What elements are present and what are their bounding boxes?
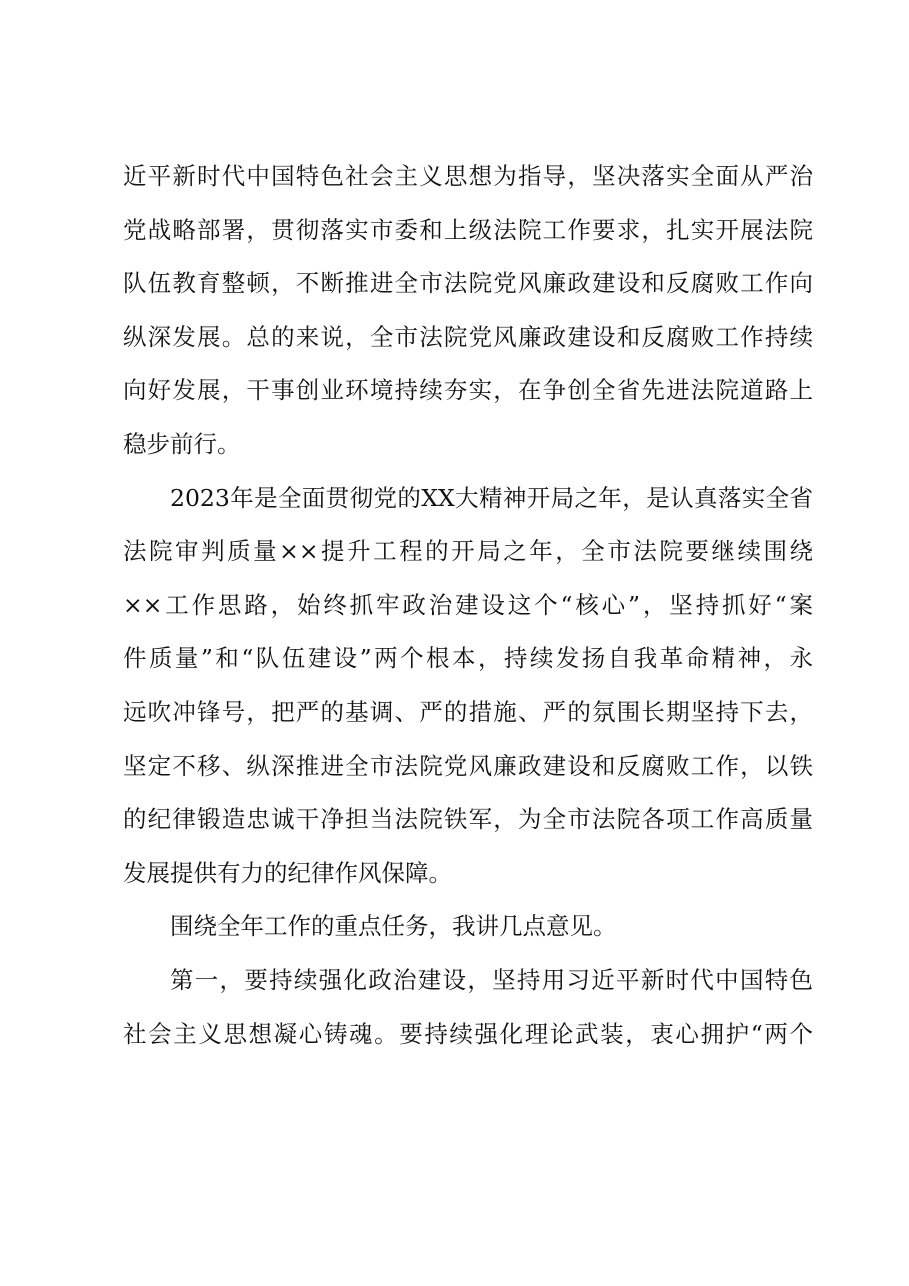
paragraph-line: 近平新时代中国特色社会主义思想为指导，坚决落实全面从严治 — [123, 162, 813, 190]
paragraph-first-line: 第一，要持续强化政治建设，坚持用习近平新时代中国特色 — [170, 965, 813, 994]
paragraph-line: 向好发展，干事创业环境持续夯实，在争创全省先进法院道路上 — [123, 376, 813, 405]
paragraph-line: 社会主义思想凝心铸魂。要持续强化理论武装，衷心拥护“两个 — [123, 1019, 813, 1048]
paragraph-line: 队伍教育整顿，不断推进全市法院党风廉政建设和反腐败工作向 — [123, 269, 813, 298]
paragraph-line: 坚定不移、纵深推进全市法院党风廉政建设和反腐败工作，以铁 — [123, 751, 813, 780]
paragraph-line: 远吹冲锋号，把严的基调、严的措施、严的氛围长期坚持下去， — [123, 697, 813, 726]
paragraph-line: 党战略部署，贯彻落实市委和上级法院工作要求，扎实开展法院 — [123, 215, 813, 244]
paragraph-first-line: 2023年是全面贯彻党的XX大精神开局之年，是认真落实全省 — [170, 483, 813, 512]
paragraph-line: ××工作思路，始终抓牢政治建设这个“核心”，坚持抓好“案 — [123, 590, 814, 619]
paragraph-line: 发展提供有力的纪律作风保障。 — [123, 858, 452, 887]
paragraph-first-line: 围绕全年工作的重点任务，我讲几点意见。 — [170, 912, 617, 941]
paragraph-line: 件质量”和“队伍建设”两个根本，持续发扬自我革命精神，永 — [123, 644, 813, 673]
document-body — [123, 150, 813, 1061]
paragraph-line: 法院审判质量××提升工程的开局之年，全市法院要继续围绕 — [123, 537, 813, 566]
paragraph-line: 稳步前行。 — [123, 429, 241, 458]
paragraph-line: 的纪律锻造忠诚干净担当法院铁军，为全市法院各项工作高质量 — [123, 805, 813, 834]
paragraph-line: 纵深发展。总的来说，全市法院党风廉政建设和反腐败工作持续 — [123, 322, 813, 351]
